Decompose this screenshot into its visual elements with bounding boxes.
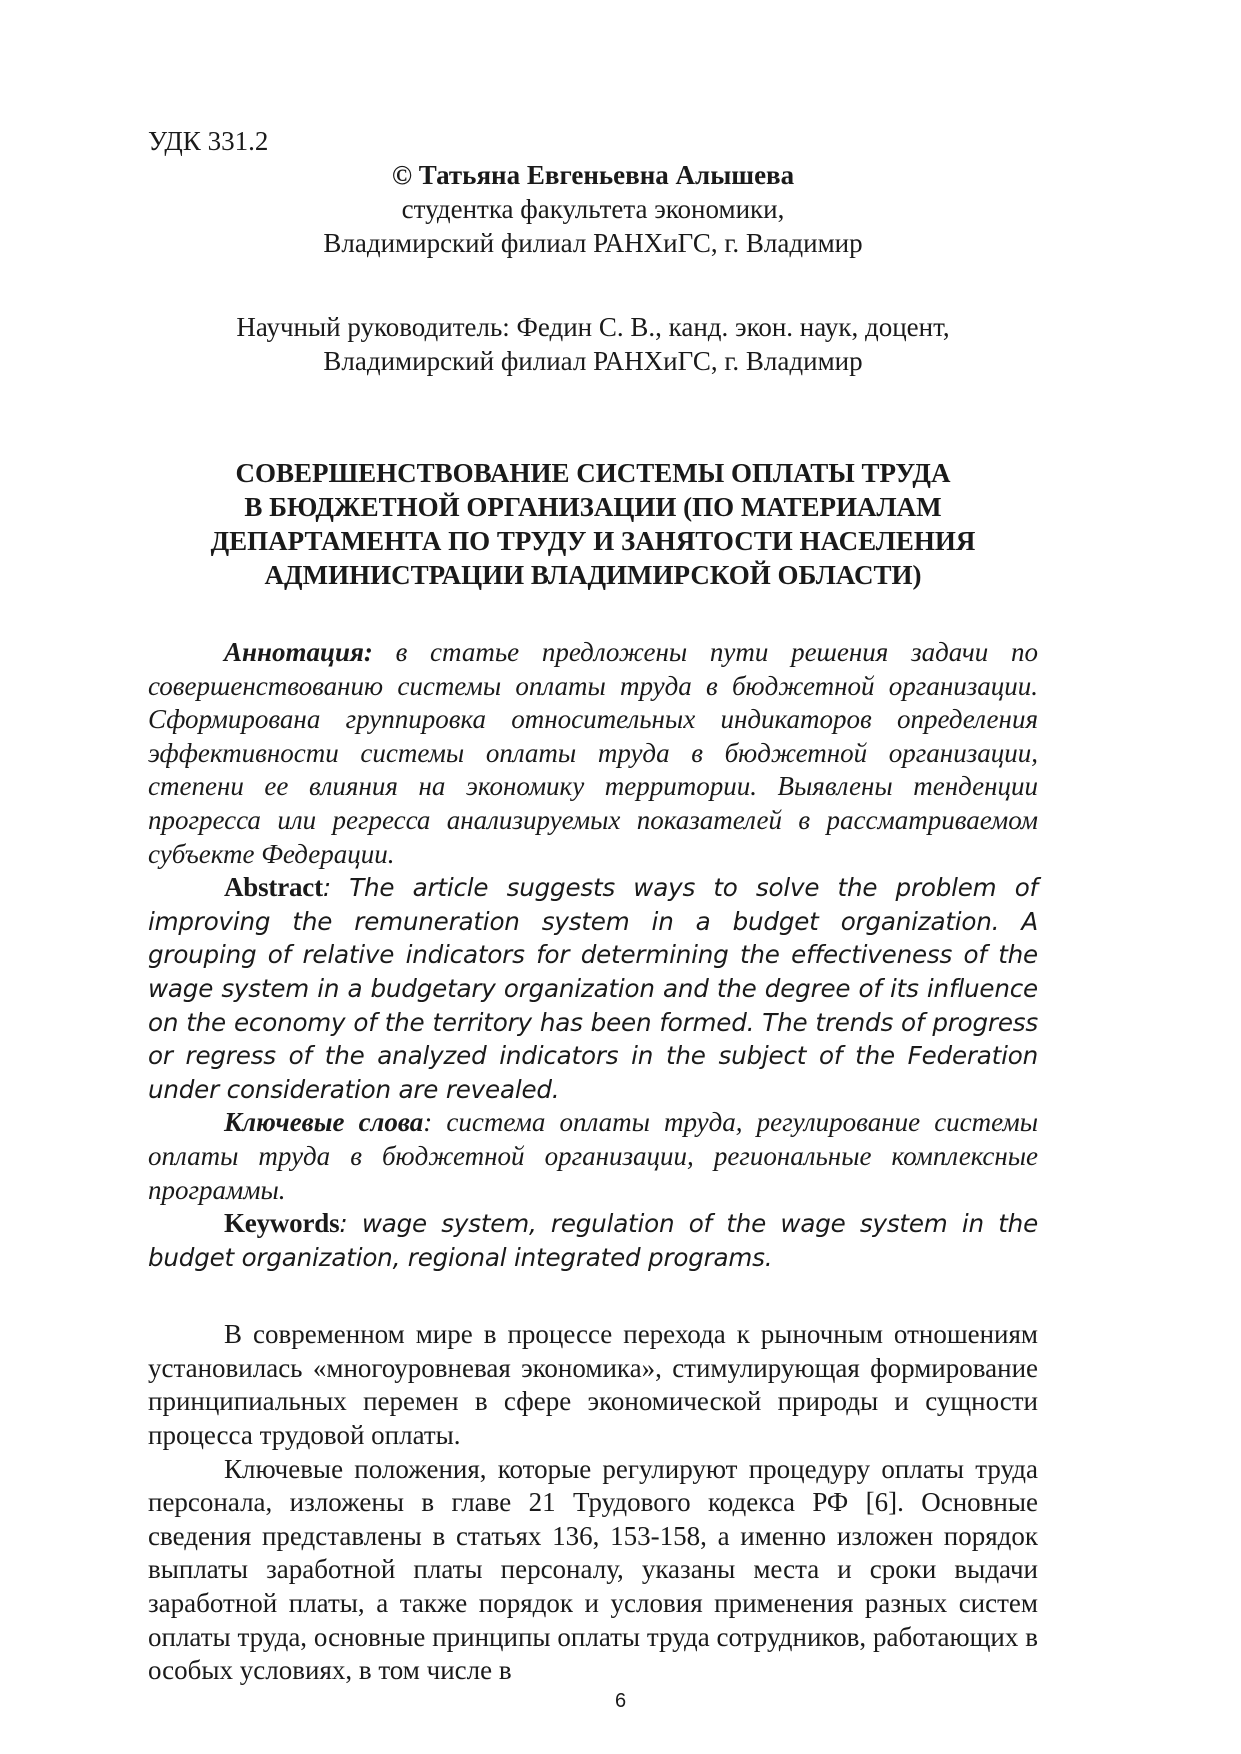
author-position: студентка факультета экономики, bbox=[401, 194, 785, 224]
body-section bbox=[148, 1318, 1038, 1688]
author-name: © Татьяна Евгеньевна Алышева bbox=[391, 160, 795, 190]
abstract-paragraph bbox=[148, 871, 1038, 1106]
supervisor-line-2: Владимирский филиал РАНХиГС, г. Владимир bbox=[323, 346, 863, 376]
paper-page bbox=[148, 124, 1038, 1688]
paper-title bbox=[148, 456, 1038, 592]
annotation-paragraph bbox=[148, 636, 1038, 871]
author-affiliation: Владимирский филиал РАНХиГС, г. Владимир bbox=[323, 228, 863, 258]
abstract-text: : The article suggests ways to solve the problem of improving the remuneration system in a budget organization. A grouping of relative indicators for determining the effectiveness of the wage system in a budgetary organization and the degree of its influence on the economy of the territory has been formed. The trends of progress or regress of the analyzed indicators in the subject of the Federation under consideration are revealed. bbox=[148, 873, 1038, 1104]
title-line-4: АДМИНИСТРАЦИИ ВЛАДИМИРСКОЙ ОБЛАСТИ) bbox=[264, 560, 922, 590]
body-paragraph-2: Ключевые положения, которые регулируют процедуру оплаты труда персонала, изложены в главе 21 Трудового кодекса РФ [6]. Основные сведения представлены в статьях 136, 153-158, а именно изложен порядок выплаты заработной платы персоналу, указаны места и сроки выдачи заработной платы, а также порядок и условия применения разных систем оплаты труда, основные принципы оплаты труда сотрудников, работающих в особых условиях, в том числе в bbox=[148, 1453, 1038, 1686]
author-block bbox=[148, 158, 1038, 260]
page-number: 6 bbox=[614, 1690, 627, 1712]
supervisor-line-1: Научный руководитель: Федин С. В., канд. экон. наук, доцент, bbox=[236, 312, 950, 342]
keywords-en-label: Keywords bbox=[224, 1208, 340, 1239]
title-line-3: ДЕПАРТАМЕНТА ПО ТРУДУ И ЗАНЯТОСТИ НАСЕЛЕНИЯ bbox=[210, 526, 976, 556]
abstract-label: Abstract bbox=[224, 872, 323, 903]
keywords-en-paragraph bbox=[148, 1207, 1038, 1274]
udc-code: УДК 331.2 bbox=[148, 126, 269, 156]
annotation-label: Аннотация: bbox=[224, 637, 373, 667]
keywords-ru-paragraph bbox=[148, 1106, 1038, 1207]
body-paragraph-1: В современном мире в процессе перехода к рыночным отношениям установилась «многоуровневая экономика», стимулирующая формирование принципиальных перемен в сфере экономической природы и сущности процесса трудовой оплаты. bbox=[148, 1319, 1038, 1451]
annotation-text: в статье предложены пути решения задачи по совершенствованию системы оплаты труда в бюджетной организации. Сформирована группировка относительных индикаторов определения эффективности системы оплаты труда в бюджетной организации, степени ее влияния на экономику территории. Выявлены тенденции прогресса или регресса анализируемых показателей в рассматриваемом субъекте Федерации. bbox=[148, 637, 1038, 869]
keywords-ru-label: Ключевые слова bbox=[224, 1107, 424, 1138]
title-line-1: СОВЕРШЕНСТВОВАНИЕ СИСТЕМЫ ОПЛАТЫ ТРУДА bbox=[235, 458, 951, 488]
abstract-section bbox=[148, 636, 1038, 1274]
supervisor-block bbox=[148, 310, 1038, 378]
title-line-2: В БЮДЖЕТНОЙ ОРГАНИЗАЦИИ (ПО МАТЕРИАЛАМ bbox=[244, 492, 942, 522]
keywords-ru-text: : система оплаты труда, регулирование системы оплаты труда в бюджетной организации, региональные комплексные программы. bbox=[148, 1107, 1038, 1205]
keywords-en-text: : wage system, regulation of the wage system in the budget organization, regional integrated programs. bbox=[148, 1209, 1038, 1272]
